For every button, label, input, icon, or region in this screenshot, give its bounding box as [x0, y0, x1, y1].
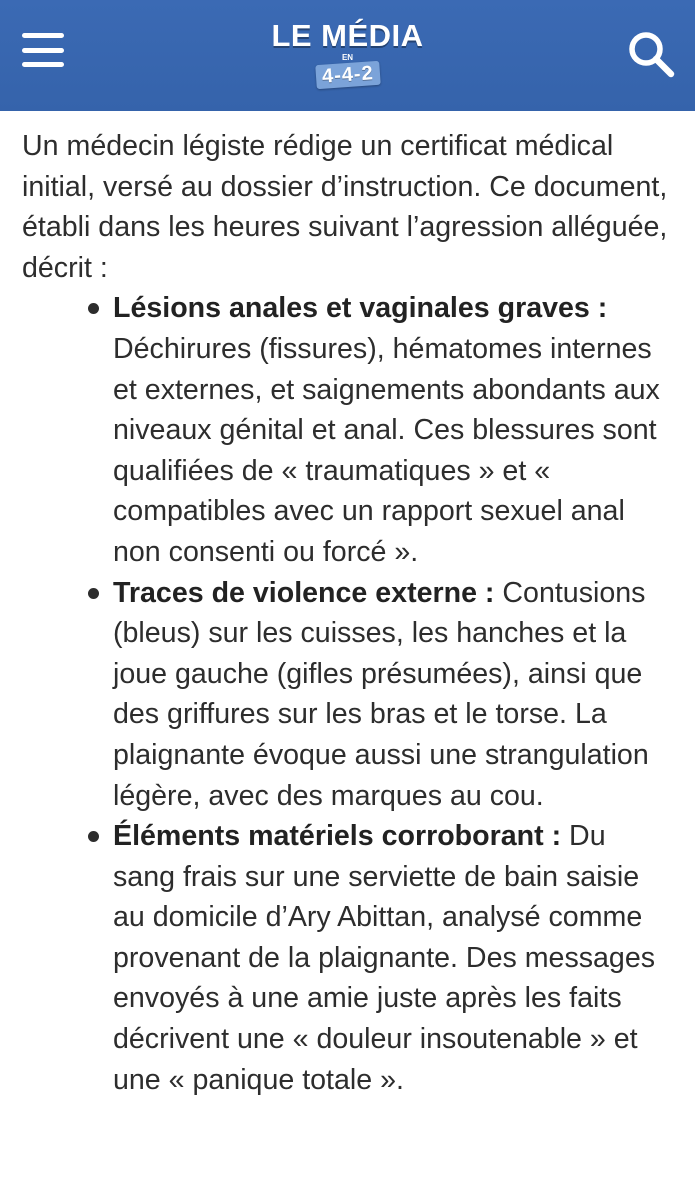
- article-body: [0, 111, 695, 1100]
- list-item: [88, 288, 673, 572]
- bullet-dot: [88, 588, 99, 599]
- list-item: [88, 816, 673, 1100]
- bullet-title: Éléments matériels corroborant :: [113, 820, 562, 853]
- bullet-dot: [88, 831, 99, 842]
- menu-line: [22, 33, 64, 38]
- logo-title: LE MÉDIA: [271, 18, 424, 53]
- menu-line: [22, 48, 64, 53]
- bullet-text: Du sang frais sur une serviette de bain saisie au domicile d’Ary Abittan, analysé comme provenant de la plaignante. Des messages envoyés à une amie juste après les faits décrivent une « douleur insoutenable » et une « panique totale ».: [113, 820, 656, 1096]
- bullet-title: Traces de violence externe :: [113, 576, 495, 609]
- site-header: [0, 0, 695, 111]
- search-icon[interactable]: [625, 28, 677, 80]
- list-item: [88, 573, 673, 817]
- site-logo[interactable]: [271, 20, 423, 87]
- logo-en: EN: [341, 53, 354, 62]
- logo-formation: 4-4-2: [315, 61, 380, 89]
- bullet-title: Lésions anales et vaginales graves :: [113, 292, 608, 325]
- menu-line: [22, 62, 64, 67]
- bullet-dot: [88, 303, 99, 314]
- bullet-text: Contusions (bleus) sur les cuisses, les hanches et la joue gauche (gifles présumées), ainsi que des griffures sur les bras et le torse. La plaignante évoque aussi une strangulation légère, avec des marques au cou.: [113, 576, 649, 812]
- bullet-text: Déchirures (fissures), hématomes internes et externes, et saignements abondants aux niveaux génital et anal. Ces blessures sont qualifiées de « traumatiques » et « compatibles avec un rapport sexuel anal non consenti ou forcé ».: [113, 332, 660, 568]
- article-intro: Un médecin légiste rédige un certificat médical initial, versé au dossier d’instruction. Ce document, établi dans les heures suivant l’agression alléguée, décrit :: [22, 130, 668, 284]
- hamburger-menu-icon[interactable]: [20, 30, 66, 70]
- findings-list: [88, 288, 673, 1100]
